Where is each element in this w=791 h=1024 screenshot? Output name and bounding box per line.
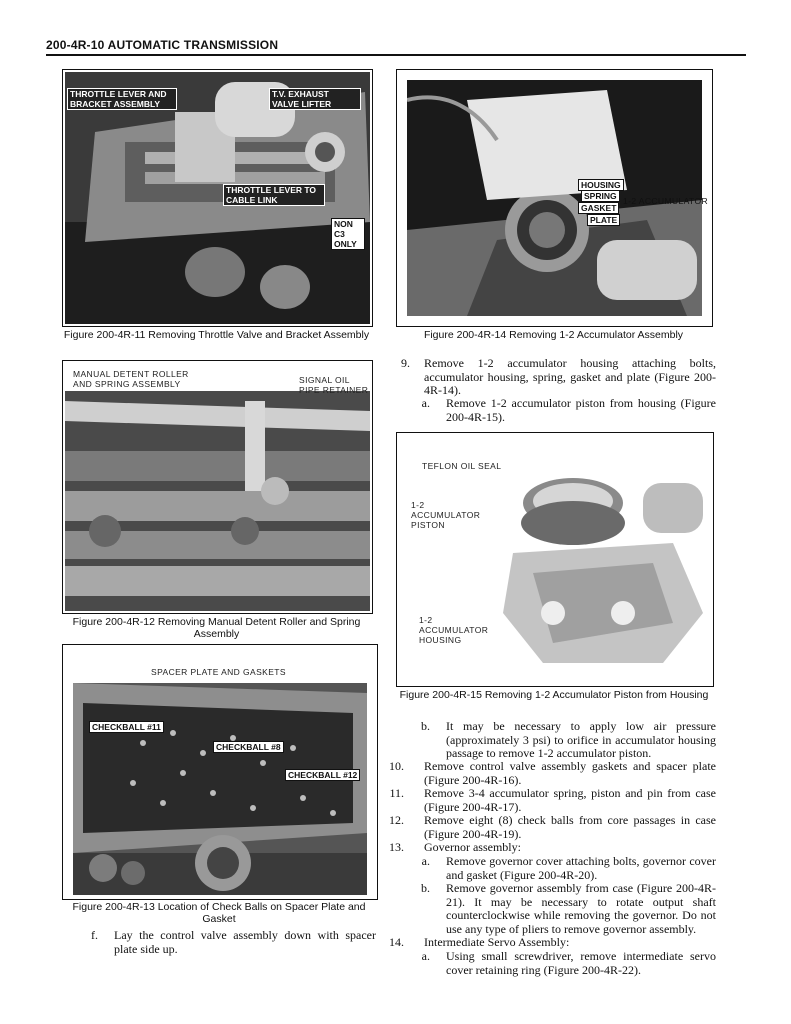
step-9-body: Remove 1-2 accumulator housing attaching bolts, accumulator housing, spring, gasket and plate (Figure 200-4R-14). [424, 356, 716, 397]
label-accumulator-piston: 1-2 ACCUMULATOR PISTON [411, 500, 481, 530]
step-12-num: 12. [389, 813, 404, 827]
label-checkball-12: CHECKBALL #12 [285, 769, 360, 781]
photo-detent-roller [65, 391, 370, 611]
step-13a-body: Remove governor cover attaching bolts, governor cover and gasket (Figure 200-4R-20). [446, 854, 716, 882]
label-tv-exhaust: T.V. EXHAUST VALVE LIFTER [269, 88, 361, 110]
photo-check-balls [73, 683, 367, 895]
photo-accumulator-piston [493, 463, 709, 673]
step-9a-letter: a. [421, 396, 430, 410]
step-9a [406, 397, 716, 425]
label-housing: HOUSING [578, 179, 624, 191]
photo-drawing [73, 683, 367, 895]
step-13b-letter: b. [421, 881, 430, 895]
step-14-body: Intermediate Servo Assembly: [424, 935, 570, 949]
figure-15 [396, 432, 714, 687]
caption-fig14: Figure 200-4R-14 Removing 1-2 Accumulator Assembly [423, 329, 684, 341]
step-13-num: 13. [389, 840, 404, 854]
figure-14 [396, 69, 713, 327]
label-spacer-plate: SPACER PLATE AND GASKETS [151, 667, 286, 677]
label-plate: PLATE [587, 214, 620, 226]
photo-drawing [493, 463, 709, 673]
step-10-num: 10. [389, 759, 404, 773]
page-header: 200-4R-10 AUTOMATIC TRANSMISSION [46, 38, 279, 52]
step-13a-letter: a. [421, 854, 430, 868]
step-9 [386, 357, 716, 399]
figure-12 [62, 360, 373, 614]
step-9b-letter: b. [421, 719, 430, 733]
step-10 [380, 760, 716, 788]
caption-fig15: Figure 200-4R-15 Removing 1-2 Accumulator Piston from Housing [399, 689, 709, 701]
label-spring: SPRING [581, 190, 620, 202]
step-f-body: Lay the control valve assembly down with spacer plate side up. [114, 928, 376, 956]
label-detent-roller: MANUAL DETENT ROLLER AND SPRING ASSEMBLY [73, 369, 189, 389]
step-14-num: 14. [389, 935, 404, 949]
caption-fig13: Figure 200-4R-13 Location of Check Balls on Spacer Plate and Gasket [72, 901, 366, 925]
label-1-2-accumulator: 1-2 ACCUMULATOR [623, 196, 709, 206]
figure-11 [62, 69, 373, 327]
caption-fig11: Figure 200-4R-11 Removing Throttle Valve and Bracket Assembly [63, 329, 370, 341]
label-teflon-seal: TEFLON OIL SEAL [422, 461, 502, 471]
step-12-body: Remove eight (8) check balls from core passages in case (Figure 200-4R-19). [424, 813, 716, 841]
step-9b-body: It may be necessary to apply low air pressure (approximately 3 psi) to orifice in accumulator housing passage to remove 1-2 accumulator piston. [446, 719, 716, 760]
step-11-body: Remove 3-4 accumulator spring, piston and pin from case (Figure 200-4R-17). [424, 786, 716, 814]
step-14a [406, 950, 716, 978]
step-9a-body: Remove 1-2 accumulator piston from housing (Figure 200-4R-15). [446, 396, 716, 424]
label-accumulator-housing: 1-2 ACCUMULATOR HOUSING [419, 615, 489, 645]
step-13b [406, 882, 716, 938]
step-f [66, 929, 376, 959]
label-cable-link: THROTTLE LEVER TO CABLE LINK [223, 184, 325, 206]
step-12 [380, 814, 716, 842]
label-checkball-11: CHECKBALL #11 [89, 721, 164, 733]
label-signal-pipe: SIGNAL OIL PIPE RETAINER [299, 375, 369, 395]
step-10-body: Remove control valve assembly gaskets and spacer plate (Figure 200-4R-16). [424, 759, 716, 787]
label-throttle-lever: THROTTLE LEVER AND BRACKET ASSEMBLY [67, 88, 177, 110]
photo-drawing [65, 391, 370, 611]
step-13a [406, 855, 716, 883]
step-11 [380, 787, 716, 815]
step-f-letter: f. [91, 928, 98, 942]
step-14 [380, 936, 716, 950]
header-rule [46, 54, 746, 56]
label-gasket: GASKET [578, 202, 619, 214]
step-13-body: Governor assembly: [424, 840, 521, 854]
label-non-c3: NON C3 ONLY [331, 218, 365, 250]
step-13b-body: Remove governor assembly from case (Figure 200-4R-21). It may be necessary to rotate output shaft counterclockwise while removing the governor. Do not use any type of pliers to remove governor assembly. [446, 881, 716, 936]
step-11-num: 11. [389, 786, 404, 800]
step-13 [380, 841, 716, 855]
figure-13 [62, 644, 378, 900]
step-14a-letter: a. [421, 949, 430, 963]
step-9-num: 9. [401, 356, 410, 370]
step-14a-body: Using small screwdriver, remove intermediate servo cover retaining ring (Figure 200-4R-22). [446, 949, 716, 977]
caption-fig12: Figure 200-4R-12 Removing Manual Detent Roller and Spring Assembly [72, 616, 361, 640]
label-checkball-8: CHECKBALL #8 [213, 741, 284, 753]
step-9b [406, 720, 716, 762]
